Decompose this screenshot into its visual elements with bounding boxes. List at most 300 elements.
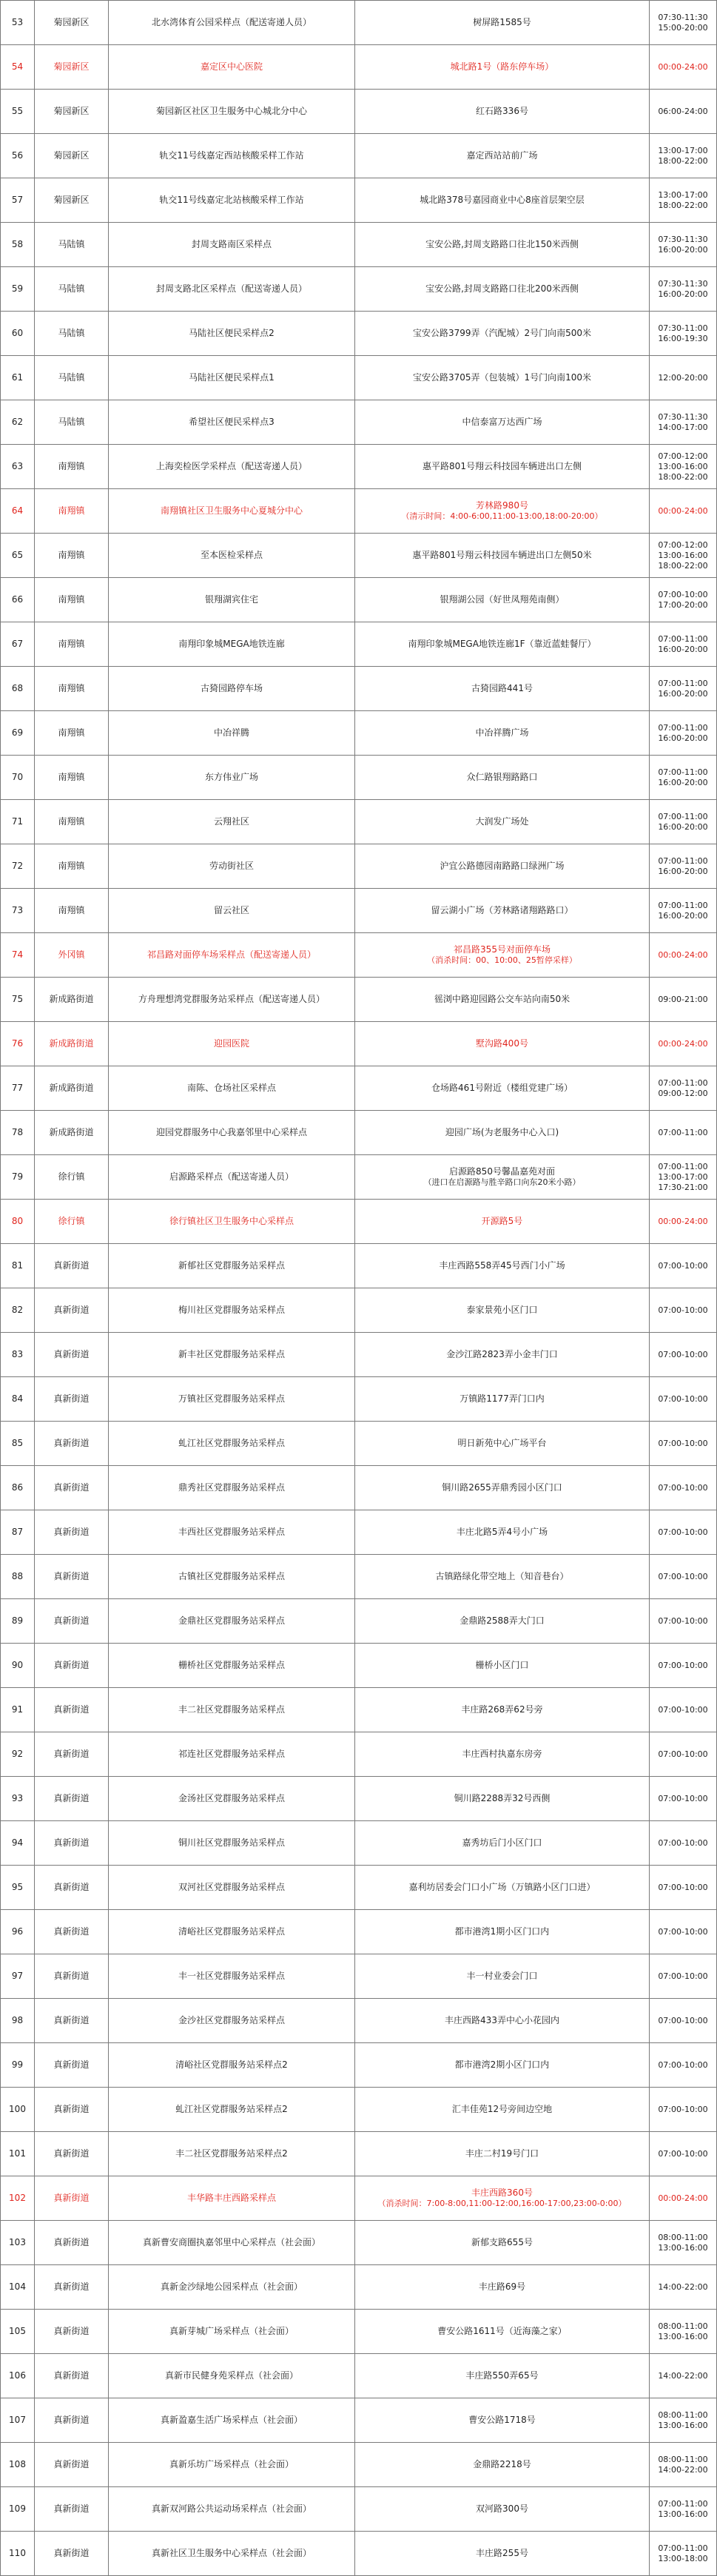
site-name-cell: 真新市民健身苑采样点（社会面） [109,2354,355,2398]
address-cell [355,134,650,178]
district-cell: 真新街道 [35,1999,109,2043]
row-number-cell: 57 [1,178,35,223]
address-text: 惠平路801号翔云科技园车辆进出口左侧 [423,461,582,471]
district-cell: 真新街道 [35,2221,109,2265]
address-cell [355,267,650,312]
address-text: 明日新苑中心广场平台 [457,1438,547,1448]
site-name-cell: 上海奕检医学采样点（配送寄递人员） [109,445,355,489]
address-cell [355,2310,650,2354]
address-text: 嘉定西站站前广场 [466,150,538,161]
row-number-cell: 58 [1,223,35,267]
site-name-cell: 封周支路南区采样点 [109,223,355,267]
time-cell [650,1821,717,1866]
address-text: 都市港湾2期小区门口内 [454,2059,550,2070]
address-cell [355,1599,650,1644]
table-row [1,844,717,889]
site-name-cell: 真新盈嘉生活广场采样点（社会面） [109,2398,355,2443]
time-slot: 07:00-11:00 [658,2543,708,2553]
time-slot: 07:00-10:00 [658,1571,708,1581]
address-cell [355,889,650,933]
row-number-cell: 90 [1,1644,35,1688]
time-slot: 07:00-10:00 [658,589,708,599]
address-text: 众仁路银翔路路口 [466,772,538,782]
row-number-cell: 54 [1,45,35,90]
site-name-cell: 祁连社区党群服务站采样点 [109,1732,355,1777]
address-text: 曹安公路1718号 [468,2415,536,2425]
time-cell [650,978,717,1022]
address-cell [355,1111,650,1155]
district-cell: 马陆镇 [35,267,109,312]
time-slot: 14:00-17:00 [658,422,708,432]
time-slot: 07:00-11:00 [658,811,708,821]
site-name-cell: 新郁社区党群服务站采样点 [109,1244,355,1288]
site-name-cell: 真新社区卫生服务中心采样点（社会面） [109,2532,355,2576]
address-text: 嘉秀坊后门小区门口 [462,1837,542,1848]
address-cell [355,2221,650,2265]
time-slot: 00:00-24:00 [658,505,708,516]
address-text: 汇丰佳苑12号旁间边空地 [451,2104,553,2114]
row-number-cell: 85 [1,1422,35,1466]
site-name-cell: 双河社区党群服务站采样点 [109,1866,355,1910]
time-cell [650,134,717,178]
time-slot: 15:00-20:00 [658,22,708,33]
time-cell [650,356,717,400]
table-row [1,445,717,489]
table-row [1,178,717,223]
time-slot: 07:30-11:30 [658,12,708,22]
time-cell [650,1022,717,1066]
site-name-cell: 金汤社区党群服务站采样点 [109,1777,355,1821]
time-slot: 06:00-24:00 [658,106,708,116]
row-number-cell: 73 [1,889,35,933]
time-slot: 07:00-10:00 [658,1971,708,1981]
disinfection-note: （进口在启源路与胜辛路口向东20米小路） [423,1177,581,1187]
time-slot: 07:00-10:00 [658,1793,708,1803]
disinfection-note: （消杀时间：7:00-8:00,11:00-12:00,16:00-17:00,23:00-0:00） [377,2199,627,2208]
table-row [1,1555,717,1599]
time-cell [650,1510,717,1555]
row-number-cell: 86 [1,1466,35,1510]
time-cell [650,1599,717,1644]
table-row [1,667,717,711]
table-row [1,1821,717,1866]
row-number-cell: 62 [1,400,35,445]
time-slot: 16:00-20:00 [658,244,708,255]
time-slot: 07:00-12:00 [658,451,708,461]
address-text: 丰庄二村19号门口 [465,2148,539,2159]
district-cell: 南翔镇 [35,534,109,578]
address-text: 丰庄路255号 [476,2548,528,2558]
disinfection-note: （消杀时间：00、10:00、25暂停采样） [427,955,577,965]
address-cell [355,2132,650,2176]
time-slot: 07:00-10:00 [658,1926,708,1937]
district-cell: 徐行镇 [35,1155,109,1200]
row-number-cell: 66 [1,578,35,622]
table-row [1,711,717,756]
district-cell: 真新街道 [35,1244,109,1288]
district-cell: 真新街道 [35,1599,109,1644]
time-cell [650,1244,717,1288]
district-cell: 真新街道 [35,2265,109,2310]
address-text: 留云湖小广场（芳林路诸翔路路口） [431,905,573,915]
row-number-cell: 105 [1,2310,35,2354]
time-cell [650,267,717,312]
time-slot: 16:00-19:30 [658,333,708,343]
time-slot: 07:00-10:00 [658,1260,708,1271]
site-name-cell: 南翔镇社区卫生服务中心夏城分中心 [109,489,355,534]
table-row [1,2532,717,2576]
time-slot: 17:00-20:00 [658,599,708,610]
district-cell: 菊园新区 [35,178,109,223]
table-row [1,1288,717,1333]
site-name-cell: 东方伟业广场 [109,756,355,800]
table-row [1,1910,717,1954]
address-cell [355,1510,650,1555]
time-cell [650,1910,717,1954]
address-cell [355,312,650,356]
address-cell [355,178,650,223]
row-number-cell: 92 [1,1732,35,1777]
row-number-cell: 104 [1,2265,35,2310]
district-cell: 真新街道 [35,1555,109,1599]
site-name-cell: 栅桥社区党群服务站采样点 [109,1644,355,1688]
table-row [1,756,717,800]
address-cell [355,711,650,756]
table-row [1,1,717,45]
address-text: 启源路850号馨晶嘉苑对面 [449,1166,555,1177]
district-cell: 菊园新区 [35,134,109,178]
time-cell [650,1377,717,1422]
row-number-cell: 94 [1,1821,35,1866]
address-cell [355,1422,650,1466]
table-row [1,2265,717,2310]
address-cell [355,534,650,578]
time-slot: 07:30-11:00 [658,323,708,333]
time-cell [650,178,717,223]
time-slot: 13:00-17:00 [658,145,708,155]
district-cell: 新成路街道 [35,1066,109,1111]
time-cell [650,1644,717,1688]
site-name-cell: 清峪社区党群服务站采样点 [109,1910,355,1954]
table-row [1,134,717,178]
time-slot: 13:00-17:00 [658,1171,708,1182]
time-cell [650,489,717,534]
row-number-cell: 100 [1,2088,35,2132]
time-slot: 07:00-11:00 [658,633,708,644]
address-cell [355,1200,650,1244]
table-row [1,1022,717,1066]
time-cell [650,312,717,356]
site-name-cell: 清峪社区党群服务站采样点2 [109,2043,355,2088]
address-text: 金鼎路2588弄大门口 [460,1615,545,1626]
time-slot: 07:00-12:00 [658,539,708,550]
address-text: 曹安公路1611号（近海藻之家） [437,2326,567,2336]
table-row [1,1111,717,1155]
site-name-cell: 嘉定区中心医院 [109,45,355,90]
time-cell [650,1333,717,1377]
row-number-cell: 55 [1,90,35,134]
address-cell [355,1333,650,1377]
district-cell: 真新街道 [35,2398,109,2443]
time-slot: 17:30-21:00 [658,1182,708,1192]
time-slot: 18:00-22:00 [658,560,708,571]
district-cell: 南翔镇 [35,578,109,622]
address-text: 沪宜公路德园南路路口绿洲广场 [440,861,565,871]
address-cell [355,1066,650,1111]
district-cell: 真新街道 [35,1644,109,1688]
time-cell [650,45,717,90]
time-cell [650,1066,717,1111]
site-name-cell: 丰一社区党群服务站采样点 [109,1954,355,1999]
site-name-cell: 虬江社区党群服务站采样点2 [109,2088,355,2132]
site-name-cell: 云翔社区 [109,800,355,844]
time-cell [650,223,717,267]
district-cell: 南翔镇 [35,445,109,489]
time-cell [650,933,717,978]
time-cell [650,1,717,45]
address-cell [355,489,650,534]
table-row [1,1510,717,1555]
site-name-cell: 祁昌路对面停车场采样点（配送寄递人员） [109,933,355,978]
site-name-cell: 北水湾体育公园采样点（配送寄递人员） [109,1,355,45]
site-name-cell: 南陈、仓场社区采样点 [109,1066,355,1111]
district-cell: 南翔镇 [35,711,109,756]
time-slot: 16:00-20:00 [658,866,708,876]
table-row [1,267,717,312]
time-slot: 09:00-21:00 [658,994,708,1004]
address-text: 丰庄路268弄62号旁 [461,1704,543,1715]
time-slot: 09:00-12:00 [658,1088,708,1098]
table-row [1,45,717,90]
time-slot: 07:00-11:00 [658,767,708,777]
table-row [1,2354,717,2398]
row-number-cell: 93 [1,1777,35,1821]
row-number-cell: 64 [1,489,35,534]
district-cell: 南翔镇 [35,756,109,800]
time-slot: 07:00-10:00 [658,2148,708,2159]
table-row [1,1155,717,1200]
time-cell [650,667,717,711]
table-row [1,1644,717,1688]
site-name-cell: 丰西社区党群服务站采样点 [109,1510,355,1555]
address-text: 铜川路2288弄32号西侧 [454,1793,551,1803]
table-row [1,312,717,356]
time-cell [650,1999,717,2043]
table-row [1,889,717,933]
address-text: 墅沟路400号 [476,1038,528,1049]
time-cell [650,400,717,445]
district-cell: 新成路街道 [35,978,109,1022]
table-row [1,2132,717,2176]
address-cell [355,933,650,978]
time-slot: 07:00-10:00 [658,1393,708,1404]
row-number-cell: 70 [1,756,35,800]
address-cell [355,223,650,267]
row-number-cell: 110 [1,2532,35,2576]
address-cell [355,1866,650,1910]
district-cell: 真新街道 [35,1377,109,1422]
time-cell [650,2043,717,2088]
district-cell: 真新街道 [35,1510,109,1555]
address-cell [355,2532,650,2576]
time-slot: 07:00-10:00 [658,1882,708,1892]
address-text: 新郁支路655号 [471,2237,533,2247]
district-cell: 新成路街道 [35,1111,109,1155]
district-cell: 真新街道 [35,1732,109,1777]
address-cell [355,2176,650,2221]
address-cell [355,1466,650,1510]
address-cell [355,1777,650,1821]
row-number-cell: 78 [1,1111,35,1155]
address-cell [355,1732,650,1777]
row-number-cell: 67 [1,622,35,667]
address-text: 泰家景苑小区门口 [466,1305,538,1315]
address-text: 城北路1号（路东停车场） [450,61,554,72]
time-cell [650,844,717,889]
address-cell [355,2043,650,2088]
time-cell [650,1422,717,1466]
table-row [1,578,717,622]
time-slot: 07:00-10:00 [658,2059,708,2070]
address-cell [355,844,650,889]
address-text: 红石路336号 [476,106,528,116]
time-slot: 08:00-11:00 [658,2321,708,2331]
site-name-cell: 真新芽城广场采样点（社会面） [109,2310,355,2354]
address-cell [355,1555,650,1599]
district-cell: 真新街道 [35,1422,109,1466]
address-text: 芳林路980号 [476,500,528,511]
table-row [1,978,717,1022]
time-slot: 07:00-11:00 [658,855,708,866]
table-row [1,2443,717,2487]
address-cell [355,1288,650,1333]
time-slot: 16:00-20:00 [658,821,708,832]
address-text: 宝安公路,封周支路路口往北200米西侧 [425,283,579,294]
address-cell [355,1999,650,2043]
address-text: 宝安公路,封周支路路口往北150米西侧 [425,239,579,249]
district-cell: 马陆镇 [35,223,109,267]
table-row [1,223,717,267]
address-cell [355,1155,650,1200]
table-row [1,800,717,844]
time-slot: 07:30-11:30 [658,411,708,422]
site-name-cell: 金鼎社区党群服务站采样点 [109,1599,355,1644]
time-cell [650,756,717,800]
table-row [1,2221,717,2265]
district-cell: 南翔镇 [35,800,109,844]
address-text: 古猗园路441号 [471,683,533,693]
time-slot: 07:00-10:00 [658,1482,708,1493]
site-name-cell: 徐行镇社区卫生服务中心采样点 [109,1200,355,1244]
time-slot: 18:00-22:00 [658,200,708,210]
address-text: 大润发广场处 [475,816,529,827]
address-text: 宝安公路3799弄（汽配城）2号门向南500米 [412,328,592,338]
table-row [1,1377,717,1422]
site-name-cell: 留云社区 [109,889,355,933]
row-number-cell: 71 [1,800,35,844]
address-text: 开源路5号 [481,1216,523,1226]
time-cell [650,1111,717,1155]
row-number-cell: 68 [1,667,35,711]
time-cell [650,2310,717,2354]
district-cell: 真新街道 [35,1954,109,1999]
time-cell [650,578,717,622]
site-name-cell: 真新金沙绿地公园采样点（社会面） [109,2265,355,2310]
row-number-cell: 99 [1,2043,35,2088]
row-number-cell: 88 [1,1555,35,1599]
time-cell [650,800,717,844]
address-text: 丰庄西路558弄45号西门小广场 [439,1260,565,1271]
address-cell [355,2354,650,2398]
table-row [1,1599,717,1644]
row-number-cell: 65 [1,534,35,578]
address-text: 仓场路461号附近（楼组党建广场） [431,1083,573,1093]
address-text: 中信泰富万达西广场 [462,417,542,427]
row-number-cell: 81 [1,1244,35,1288]
district-cell: 南翔镇 [35,622,109,667]
table-row [1,2487,717,2532]
time-cell [650,2088,717,2132]
time-slot: 07:00-11:00 [658,900,708,910]
site-name-cell: 真新乐坊广场采样点（社会面） [109,2443,355,2487]
table-row [1,489,717,534]
row-number-cell: 74 [1,933,35,978]
time-slot: 13:00-16:00 [658,2509,708,2519]
address-text: 铜川路2655弄鼎秀园小区门口 [442,1482,562,1493]
time-slot: 07:00-11:00 [658,2498,708,2509]
address-cell [355,2443,650,2487]
address-text: 古镇路绿化带空地上（知音巷台） [435,1571,569,1581]
time-slot: 14:00-22:00 [658,2370,708,2381]
row-number-cell: 76 [1,1022,35,1066]
address-cell [355,2487,650,2532]
time-cell [650,534,717,578]
address-cell [355,1910,650,1954]
district-cell: 真新街道 [35,1821,109,1866]
time-slot: 16:00-20:00 [658,688,708,699]
address-text: 宝安公路3705弄（包装城）1号门向南100米 [412,372,592,383]
site-name-cell: 方舟理想湾党群服务站采样点（配送寄递人员） [109,978,355,1022]
table-row [1,1732,717,1777]
row-number-cell: 101 [1,2132,35,2176]
time-cell [650,1866,717,1910]
time-cell [650,1155,717,1200]
site-name-cell: 轨交11号线嘉定北站核酸采样工作站 [109,178,355,223]
table-body [1,1,717,2576]
district-cell: 真新街道 [35,2043,109,2088]
table-row [1,1777,717,1821]
time-slot: 07:00-10:00 [658,1660,708,1670]
address-cell [355,1954,650,1999]
site-name-cell: 古猗园路停车场 [109,667,355,711]
site-name-cell: 银翔湖宾住宅 [109,578,355,622]
address-text: 丰庄北路5弄4号小广场 [456,1527,548,1537]
time-slot: 00:00-24:00 [658,1216,708,1226]
row-number-cell: 59 [1,267,35,312]
site-name-cell: 迎园党群服务中心我嘉邻里中心采样点 [109,1111,355,1155]
row-number-cell: 60 [1,312,35,356]
district-cell: 真新街道 [35,2443,109,2487]
district-cell: 南翔镇 [35,889,109,933]
table-row [1,1688,717,1732]
district-cell: 真新街道 [35,2354,109,2398]
site-name-cell: 马陆社区便民采样点1 [109,356,355,400]
address-text: 都市港湾1期小区门口内 [454,1926,550,1937]
table-row [1,1200,717,1244]
time-cell [650,90,717,134]
time-cell [650,1777,717,1821]
address-cell [355,622,650,667]
